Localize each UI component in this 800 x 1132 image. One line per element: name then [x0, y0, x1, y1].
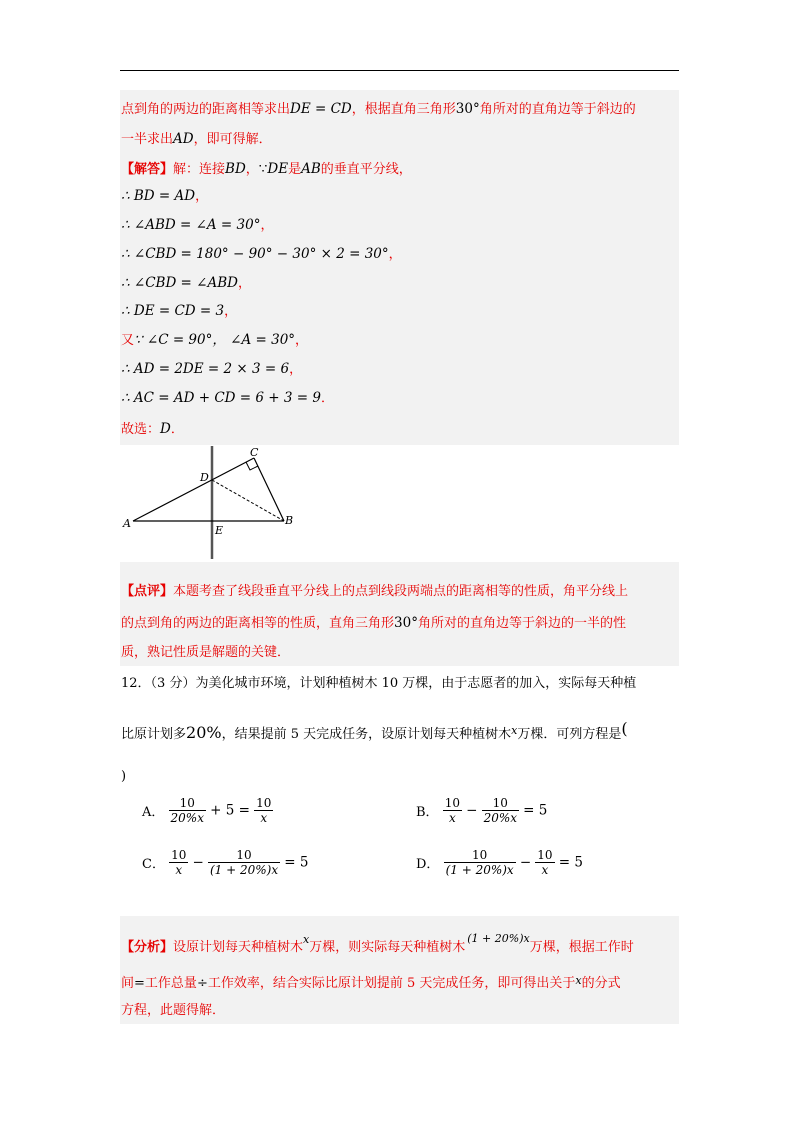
analysis-line-2: 一半求出AD，即可得解． — [121, 131, 272, 147]
header-rule — [120, 70, 679, 71]
solution-step-8: ∴ AC = AD + CD = 6 + 3 = 9． — [121, 390, 334, 406]
option-a[interactable]: A． $\frac{10}{20\%x}$ + 5 = $\frac{10}{x}$ — [142, 796, 272, 825]
option-d-fraction-1: $\frac{10}{(1 + 20\%)x}$ — [445, 848, 514, 877]
triangle-figure — [121, 446, 294, 559]
option-b-fraction-1: $\frac{10}{x}$ — [444, 796, 460, 825]
option-d-fraction-2: $\frac{10}{x}$ — [537, 848, 553, 877]
option-a-fraction-2: $\frac{10}{x}$ — [256, 796, 272, 825]
segment-db — [212, 480, 284, 521]
option-c[interactable]: C． $\frac{10}{x}$ − $\frac{10}{(1 + 20\%)x}$ = 5 — [142, 848, 309, 877]
solution-step-6: 又∵ ∠C = 90°， ∠A = 30°， — [121, 332, 309, 348]
comment-tag: 【点评】 — [121, 584, 174, 599]
math-de-eq-cd: DE = CD — [290, 101, 352, 117]
comment-line-2: 的点到角的两边的距离相等的性质，直角三角形30°角所对的直角边等于斜边的一半的性 — [121, 615, 626, 631]
analysis-12-line-1: 【分析】设原计划每天种植树木$^x$万棵，则实际每天种植树木$^{(1 + 20\%)x}$万棵，根据工作时 — [121, 932, 634, 955]
analysis-12-line-3: 方程，此题得解． — [121, 1003, 226, 1018]
analysis-line-1: 点到角的两边的距离相等求出DE = CD，根据直角三角形30°角所对的直角边等于斜边的 — [121, 101, 636, 117]
solution-step-3: ∴ ∠CBD = 180° − 90° − 30° × 2 = 30°， — [121, 246, 402, 262]
label-b: B — [285, 514, 294, 527]
question-12-line-2: 比原计划多20%，结果提前 5 天完成任务，设原计划每天种植树木$^x$万棵．可列方程是( — [121, 719, 628, 742]
option-d[interactable]: D． $\frac{10}{(1 + 20\%)x}$ − $\frac{10}{x}$ = 5 — [416, 848, 583, 877]
solution-step-5: ∴ DE = CD = 3， — [121, 303, 238, 319]
option-b[interactable]: B． $\frac{10}{x}$ − $\frac{10}{20\%x}$ = 5 — [416, 796, 548, 825]
triangle-diagram — [121, 446, 294, 559]
segment-cb — [254, 458, 284, 521]
solution-intro: 【解答】解：连接BD，∵DE是AB的垂直平分线， — [121, 161, 412, 177]
question-12-line-1: 12．（3 分）为美化城市环境，计划种植树木 10 万棵，由于志愿者的加入，实际每天种植 — [121, 676, 637, 691]
question-12-line-3: ) — [121, 769, 127, 784]
label-e: E — [215, 524, 224, 537]
segment-ac — [133, 458, 254, 521]
comment-line-1: 【点评】本题考查了线段垂直平分线上的点到线段两端点的距离相等的性质，角平分线上 — [121, 584, 629, 599]
comment-line-3: 质，熟记性质是解题的关键． — [121, 645, 291, 660]
solution-choice: 故选：D． — [121, 421, 184, 437]
analysis-12-line-2: 间=工作总量÷工作效率，结合实际比原计划提前 5 天完成任务，即可得出关于$^x$的分式 — [121, 974, 621, 991]
solution-step-1: ∴ BD = AD， — [121, 188, 209, 204]
option-a-fraction-1: $\frac{10}{20\%x}$ — [170, 796, 204, 825]
solution-step-7: ∴ AD = 2DE = 2 × 3 = 6， — [121, 361, 303, 377]
label-d: D — [200, 471, 209, 484]
option-c-fraction-1: $\frac{10}{x}$ — [171, 848, 187, 877]
solution-step-4: ∴ ∠CBD = ∠ABD， — [121, 275, 251, 291]
label-c: C — [250, 446, 259, 459]
option-c-fraction-2: $\frac{10}{(1 + 20\%)x}$ — [209, 848, 279, 877]
option-b-fraction-2: $\frac{10}{20\%x}$ — [483, 796, 518, 825]
solution-step-2: ∴ ∠ABD = ∠A = 30°， — [121, 217, 274, 233]
analysis-12-tag: 【分析】 — [121, 940, 174, 955]
label-a: A — [123, 517, 131, 530]
solution-tag: 【解答】 — [121, 162, 174, 177]
